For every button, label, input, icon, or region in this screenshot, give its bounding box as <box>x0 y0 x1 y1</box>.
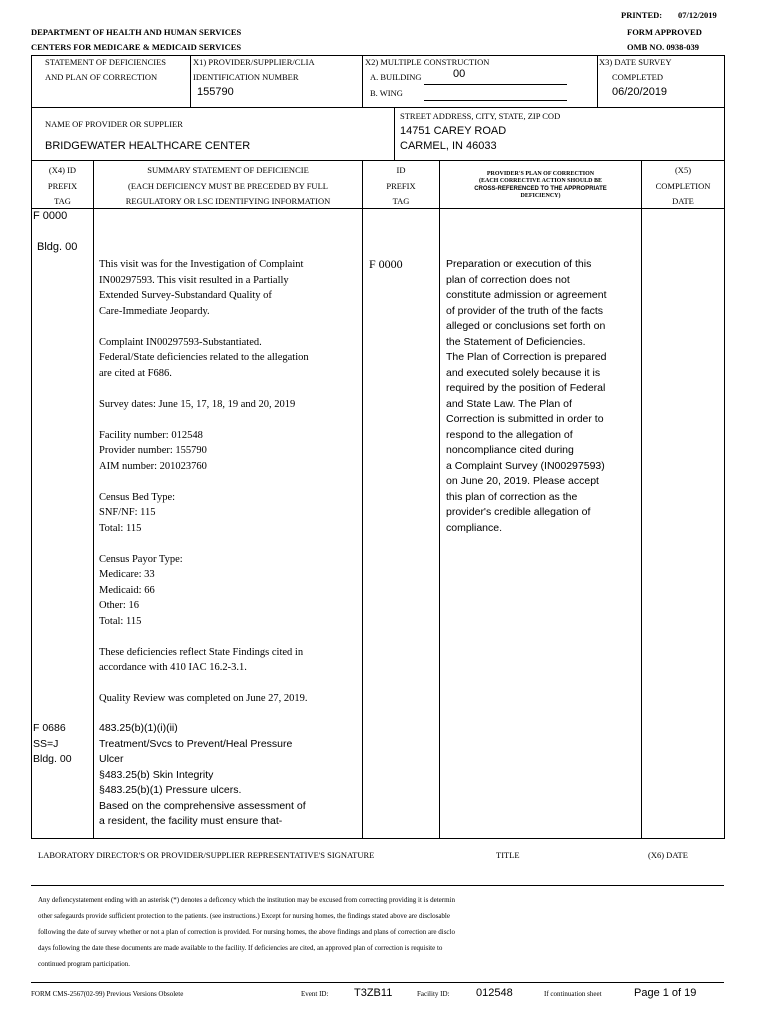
form-approved: FORM APPROVED <box>627 27 702 37</box>
city-state-zip: CARMEL, IN 46033 <box>400 140 497 152</box>
event-id: T3ZB11 <box>354 987 393 999</box>
disclaimer-line-4: days following the date these documents are made available to the facility. If deficiencies are cited, an approved plan of correction is requisite to <box>38 944 443 952</box>
x4-header-1: (X4) ID <box>48 165 77 175</box>
tag-f0000: F 0000 <box>33 210 68 222</box>
x5-header-1: (X5) <box>674 165 692 175</box>
summary-header-2: (EACH DEFICIENCY MUST BE PRECEDED BY FULL <box>128 181 328 191</box>
statement-label-2: AND PLAN OF CORRECTION <box>45 72 158 82</box>
printed-label: PRINTED: <box>621 10 663 20</box>
x4-header-3: TAG <box>54 196 71 206</box>
plan-of-correction-text: Preparation or execution of this plan of correction does not constitute admission or agreement of provider of the truth of the facts alleged or conclusions set forth on the Statement of Deficiencies. The Plan of Correction is prepared and executed solely because it is required by the position of Federal and State Law. The Plan of Correction is submitted in order to respond to the allegation of noncompliance cited during a Complaint Survey (IN00297593) on June 20, 2019. Please accept this plan of correction as the provider's credible allegation of compliance. <box>446 258 607 534</box>
provider-number: 155790 <box>197 86 234 98</box>
statement-label-1: STATEMENT OF DEFICIENCIES <box>45 57 167 67</box>
x6-date-label: (X6) DATE <box>648 850 688 860</box>
x3-label-2: COMPLETED <box>612 72 663 82</box>
id-header-1: ID <box>396 165 406 175</box>
x5-header-2: COMPLETION <box>655 181 711 191</box>
date-completed: 06/20/2019 <box>612 86 668 98</box>
centers-name: CENTERS FOR MEDICARE & MEDICAID SERVICES <box>31 42 242 52</box>
summary-statement-text: This visit was for the Investigation of Complaint IN00297593. This visit resulted in a Partially Extended Survey-Substandard Quality of Care-Immediate Jeopardy. Complaint IN00297593-Substantiated. Federal/State deficiencies related to the allegation are cited at F686. Survey dates: June 15, 17, 18, 19 and 20, 2019 Facility number: 012548 Provider number: 155790 AIM number: 201023760 Census Bed Type: SNF/NF: 115 Total: 115 Census Payor Type: Medicare: 33 Medicaid: 66 Other: 16 Total: 115 These deficiencies reflect State Findings cited in accordance with 410 IAC 16.2-3.1. Quality Review was completed on June 27, 2019. <box>99 259 309 704</box>
summary-header-1: SUMMARY STATEMENT OF DEFICIENCIE <box>147 165 309 175</box>
disclaimer-line-2: other safegaurds provide sufficient protection to the patients. (see instructions.) Except for nursing homes, the findings stated above are disclosable <box>38 912 450 920</box>
wing-label: B. WING <box>370 88 403 98</box>
continuation-label: If continuation sheet <box>544 990 602 998</box>
disclaimer-line-5: continued program participation. <box>38 960 130 968</box>
provider-name: BRIDGEWATER HEALTHCARE CENTER <box>45 140 251 152</box>
address-label: STREET ADDRESS, CITY, STATE, ZIP COD <box>400 111 561 121</box>
form-number: FORM CMS-2567(02-99) Previous Versions Obsolete <box>31 990 184 998</box>
plan-header-3: CROSS-REFERENCED TO THE APPROPRIATE <box>474 186 607 192</box>
id-header-3: TAG <box>392 196 410 206</box>
department-name: DEPARTMENT OF HEALTH AND HUMAN SERVICES <box>31 27 242 37</box>
id-tag-f0000: F 0000 <box>369 257 403 271</box>
plan-header-2: (EACH CORRECTIVE ACTION SHOULD BE <box>478 178 603 184</box>
disclaimer-line-1: Any defiencystatement ending with an asterisk (*) denotes a deficency which the institution may be excused from correcting providing it is determin <box>38 896 455 904</box>
event-id-label: Event ID: <box>301 990 329 998</box>
id-header-2: PREFIX <box>386 181 416 191</box>
bldg-label: Bldg. 00 <box>37 241 78 253</box>
x3-label-1: X3) DATE SURVEY <box>599 57 672 67</box>
street-address: 14751 CAREY ROAD <box>400 125 507 137</box>
omb-number: OMB NO. 0938-039 <box>627 42 700 52</box>
facility-id-label: Facility ID: <box>417 990 450 998</box>
x2-label: X2) MULTIPLE CONSTRUCTION <box>365 57 490 67</box>
x4-header-2: PREFIX <box>47 181 78 191</box>
summary-header-3: REGULATORY OR LSC IDENTIFYING INFORMATION <box>125 196 331 206</box>
building-value: 00 <box>453 68 466 80</box>
x1-label-2: IDENTIFICATION NUMBER <box>193 72 299 82</box>
title-label: TITLE <box>496 850 520 860</box>
f686-text: 483.25(b)(1)(i)(ii) Treatment/Svcs to Prevent/Heal Pressure Ulcer §483.25(b) Skin Integrity §483.25(b)(1) Pressure ulcers. Based on the comprehensive assessment of a resident, the facility must ensure that- <box>99 722 306 827</box>
x1-label-1: X1) PROVIDER/SUPPLIER/CLIA <box>193 57 315 67</box>
printed-date: 07/12/2019 <box>678 10 717 20</box>
page-number: Page 1 of 19 <box>634 987 697 999</box>
plan-header-1: PROVIDER'S PLAN OF CORRECTION <box>486 171 595 177</box>
disclaimer-line-3: following the date of survey whether or not a plan of correction is provided. For nursing homes, the above findings and plans of correction are disclo <box>38 928 455 936</box>
tag-f0686: F 0686 SS=J Bldg. 00 <box>33 722 72 765</box>
x5-header-3: DATE <box>672 196 694 206</box>
plan-header-4: DEFICIENCY) <box>520 193 561 199</box>
building-label: A. BUILDING <box>370 72 422 82</box>
director-signature-label: LABORATORY DIRECTOR'S OR PROVIDER/SUPPLIER REPRESENTATIVE'S SIGNATURE <box>38 850 375 860</box>
facility-id: 012548 <box>476 987 513 999</box>
provider-name-label: NAME OF PROVIDER OR SUPPLIER <box>45 119 183 129</box>
